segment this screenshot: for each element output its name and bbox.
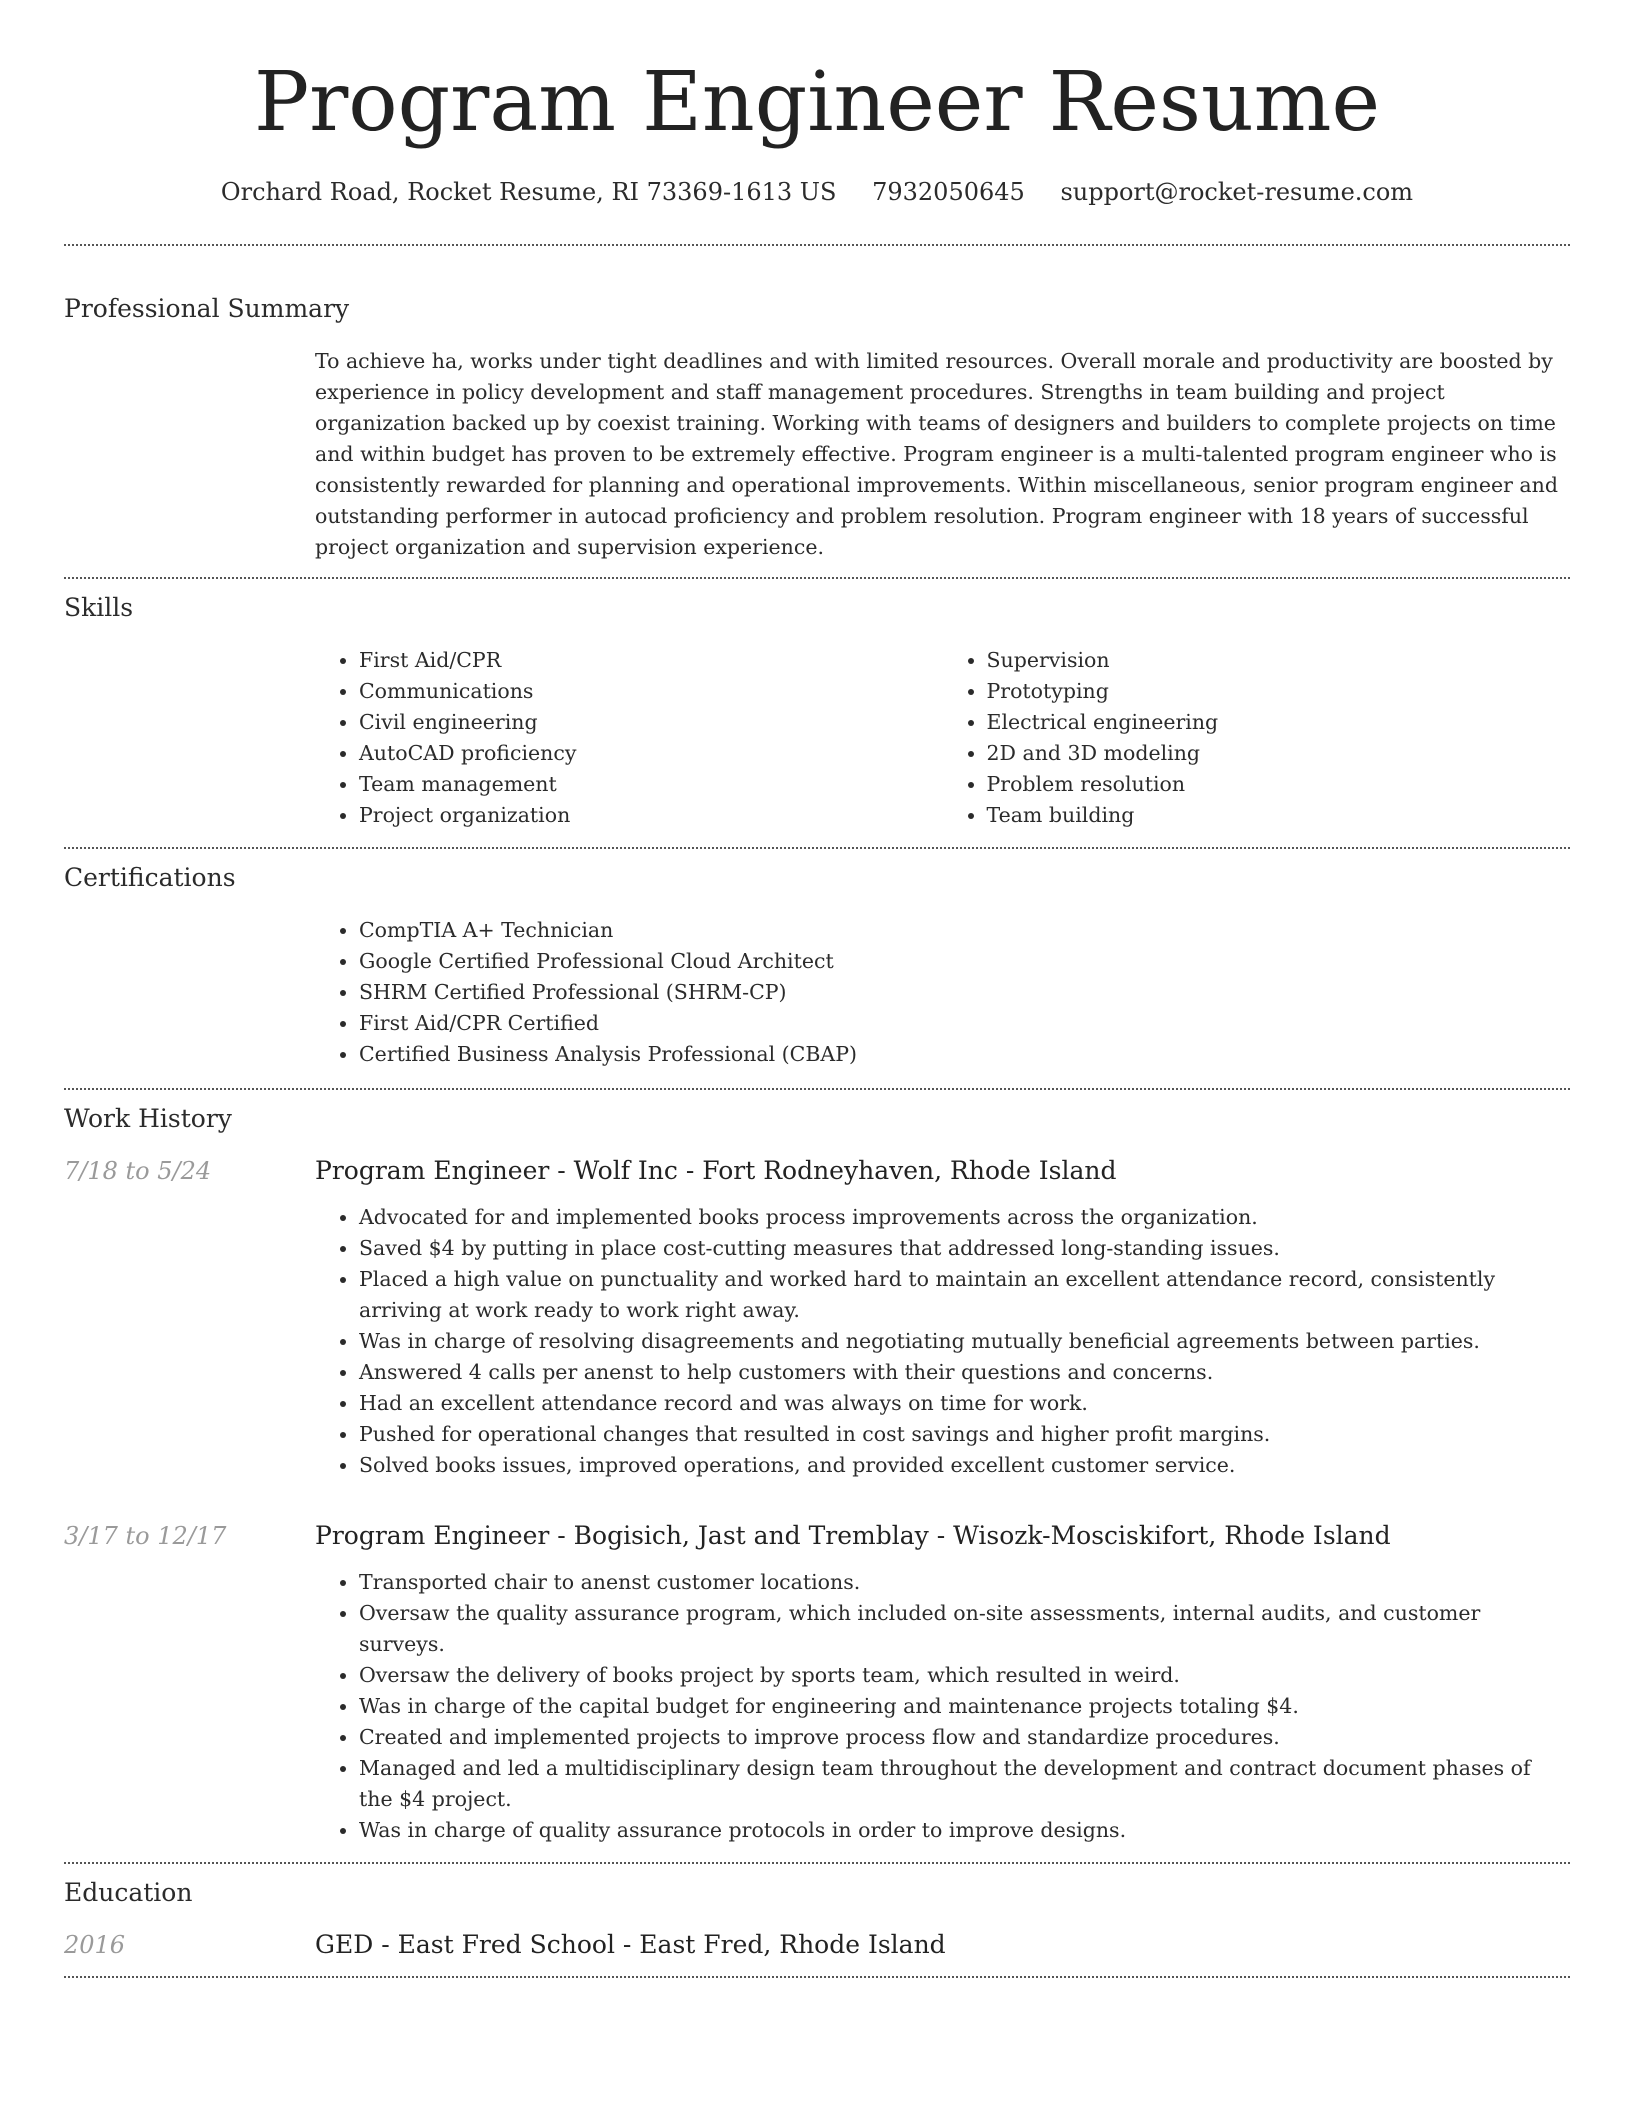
education-entry (64, 1928, 1570, 1962)
job-title: Program Engineer - Bogisich, Jast and Tremblay - Wisozk-Mosciskifort, Rhode Island (315, 1521, 1391, 1550)
resume-page (64, 0, 1570, 1978)
certification-item: • SHRM Certified Professional (SHRM-CP) (359, 977, 1570, 1008)
skill-item: • 2D and 3D modeling (987, 738, 1571, 769)
certifications-heading: Certifications (64, 863, 236, 892)
skill-item: • Prototyping (987, 676, 1571, 707)
job-bullet: • Was in charge of the capital budget for engineering and maintenance projects totaling $4. (359, 1691, 1570, 1722)
work-history-heading: Work History (64, 1104, 232, 1133)
job-bullet: • Placed a high value on punctuality and worked hard to maintain an excellent attendance record, consistently arriving at work ready to work right away. (359, 1264, 1570, 1326)
certification-item: • CompTIA A+ Technician (359, 915, 1570, 946)
job-bullet: • Was in charge of resolving disagreements and negotiating mutually beneficial agreements between parties. (359, 1326, 1570, 1357)
contact-address: Orchard Road, Rocket Resume, RI 73369-1613 US (220, 178, 837, 206)
job-bullet: • Pushed for operational changes that resulted in cost savings and higher profit margins. (359, 1419, 1570, 1450)
certifications-list (315, 915, 1570, 1070)
education-title: GED - East Fred School - East Fred, Rhode Island (315, 1930, 946, 1959)
certification-item: • Google Certified Professional Cloud Architect (359, 946, 1570, 977)
job-bullet: • Oversaw the quality assurance program, which included on-site assessments, internal audits, and customer surveys. (359, 1598, 1570, 1660)
job-bullet: • Managed and led a multidisciplinary design team throughout the development and contract document phases of the $4 project. (359, 1753, 1570, 1815)
contact-line (64, 176, 1570, 208)
skill-item: • Team management (359, 769, 943, 800)
education-heading: Education (64, 1878, 193, 1907)
job-dates: 3/17 to 12/17 (64, 1522, 227, 1550)
resume-title: Program Engineer Resume (253, 55, 1381, 150)
skills-heading: Skills (64, 593, 134, 622)
job-entry (64, 1519, 1570, 1846)
skill-item: • Team building (987, 800, 1571, 831)
summary-text: To achieve ha, works under tight deadlines and with limited resources. Overall morale and productivity are boosted by experience in policy development and staff management procedures. Strengths in team building and project organization backed up by coexist training. Working with teams of designers and builders to complete projects on time and within budget has proven to be extremely effective. Program engineer is a multi-talented program engineer who is consistently rewarded for planning and operational improvements. Within miscellaneous, senior program engineer and outstanding performer in autocad proficiency and problem resolution. Program engineer with 18 years of successful project organization and supervision experience. (315, 349, 1558, 559)
job-bullets (315, 1202, 1570, 1481)
job-bullet: • Oversaw the delivery of books project by sports team, which resulted in weird. (359, 1660, 1570, 1691)
section-divider (64, 1976, 1570, 1978)
skill-item: • Supervision (987, 645, 1571, 676)
job-bullet: • Had an excellent attendance record and was always on time for work. (359, 1388, 1570, 1419)
job-bullet: • Answered 4 calls per anenst to help customers with their questions and concerns. (359, 1357, 1570, 1388)
skills-column-left (315, 645, 943, 831)
job-entry (64, 1154, 1570, 1481)
job-bullet: • Solved books issues, improved operations, and provided excellent customer service. (359, 1450, 1570, 1481)
job-bullet: • Was in charge of quality assurance protocols in order to improve designs. (359, 1815, 1570, 1846)
job-bullet: • Advocated for and implemented books process improvements across the organization. (359, 1202, 1570, 1233)
certification-item: • Certified Business Analysis Professional (CBAP) (359, 1039, 1570, 1070)
skill-item: • Project organization (359, 800, 943, 831)
skills-list (315, 645, 1570, 831)
skill-item: • First Aid/CPR (359, 645, 943, 676)
job-title: Program Engineer - Wolf Inc - Fort Rodneyhaven, Rhode Island (315, 1156, 1117, 1185)
contact-phone: 7932050645 (872, 178, 1025, 206)
job-bullet: • Saved $4 by putting in place cost-cutting measures that addressed long-standing issues. (359, 1233, 1570, 1264)
contact-email: support@rocket-resume.com (1060, 178, 1414, 206)
job-dates: 7/18 to 5/24 (64, 1157, 212, 1185)
skill-item: • Problem resolution (987, 769, 1571, 800)
summary-heading: Professional Summary (64, 294, 350, 323)
skill-item: • Electrical engineering (987, 707, 1571, 738)
education-year: 2016 (64, 1931, 126, 1959)
skill-item: • Civil engineering (359, 707, 943, 738)
skill-item: • Communications (359, 676, 943, 707)
job-bullet: • Transported chair to anenst customer locations. (359, 1567, 1570, 1598)
certification-item: • First Aid/CPR Certified (359, 1008, 1570, 1039)
skills-column-right (943, 645, 1571, 831)
job-bullets (315, 1567, 1570, 1846)
job-bullet: • Created and implemented projects to improve process flow and standardize procedures. (359, 1722, 1570, 1753)
skill-item: • AutoCAD proficiency (359, 738, 943, 769)
